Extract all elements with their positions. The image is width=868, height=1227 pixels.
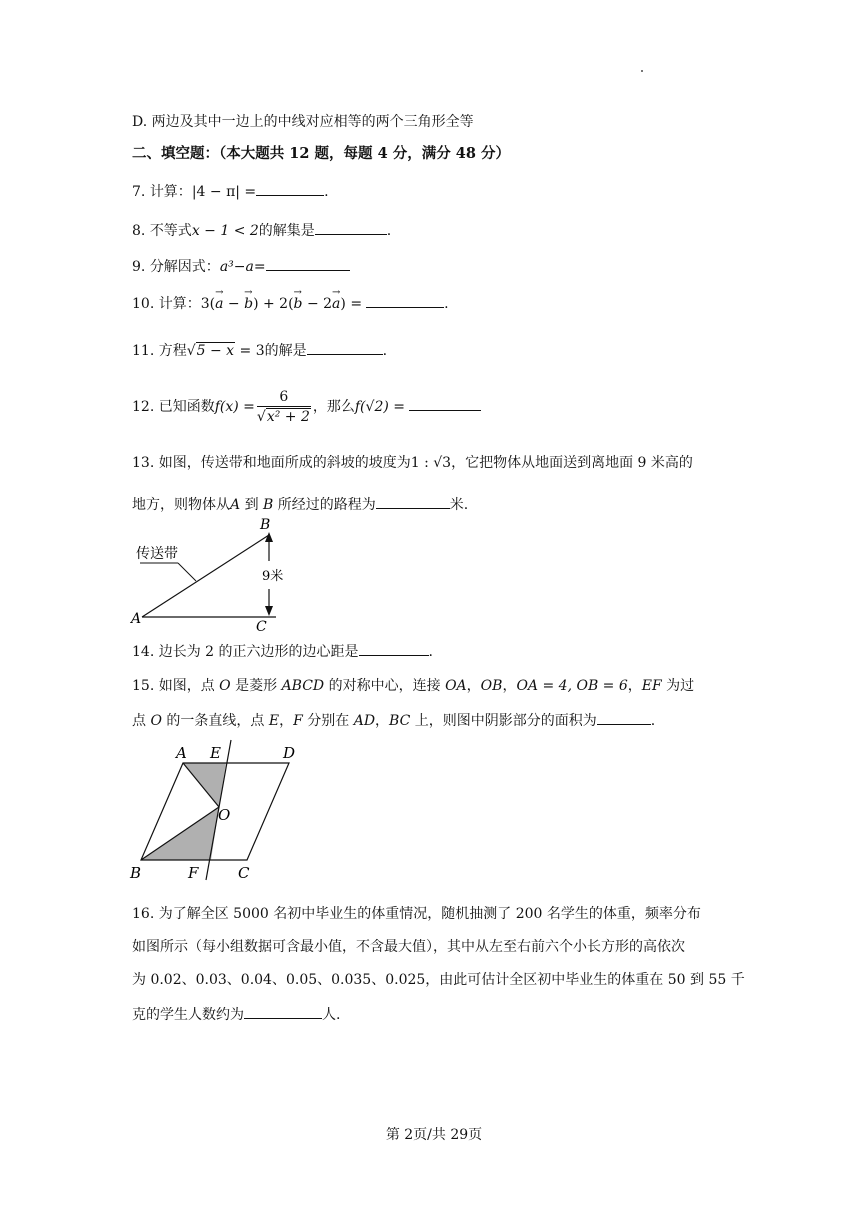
math-expression: |4 − π| = [191,184,257,200]
separator: ， [627,678,642,694]
question-text: 16. 为了解全区 5000 名初中毕业生的体重情况，随机抽测了 200 名学生的体重，频率分布 [132,906,701,922]
math-expression: ) + 2( [253,296,294,312]
question-15-line-1 [132,676,694,696]
answer-blank[interactable] [366,292,444,308]
period: . [386,223,392,239]
segment-label: BC [389,713,411,729]
question-text: 分别在 [302,713,354,729]
question-14 [132,640,433,662]
label-a: A [176,744,187,762]
segment-label: OB [480,678,503,694]
question-text: 已知函数 [158,399,215,415]
period: . [444,296,449,312]
label-c: C [256,619,267,635]
option-d-text: D. 两边及其中一边上的中线对应相等的两个三角形全等 [132,114,474,130]
question-text: 到 [240,497,264,513]
question-text: 计算： [158,296,201,312]
label-height: 9米 [262,569,284,584]
shaded-region-upper [183,763,226,807]
label-a: A [131,611,142,627]
question-text: 上，则图中阴影部分的面积为 [410,713,597,729]
question-13-line-1 [132,453,693,473]
question-11 [132,339,387,361]
question-number: 10. [132,296,159,312]
answer-blank[interactable] [266,255,350,271]
question-text: 分解因式： [149,259,220,275]
question-text: 计算： [149,184,192,200]
question-text: 如图，传送带和地面所成的斜坡的坡度为 [158,455,411,471]
page-number: 第 2页/共 29页 [385,1127,483,1143]
point-label: O [219,678,231,694]
question-15-line-2 [132,709,655,731]
separator: ， [279,713,294,729]
answer-blank[interactable] [256,180,324,196]
question-7 [132,180,329,202]
fraction-denominator: √x² + 2 [256,408,310,425]
math-expression: = 3 [235,343,265,359]
question-text: 的对称中心，连接 [324,678,446,694]
conveyor-figure [128,515,288,635]
question-16-line-1 [132,904,701,924]
question-16-line-4 [132,1003,340,1025]
point-label: B [263,497,274,513]
question-text: 人. [322,1007,341,1023]
question-13-line-2 [132,493,468,515]
segment-label: AD [353,713,376,729]
math-operator: − [223,296,245,312]
question-text: 克的学生人数约为 [132,1007,244,1023]
fraction-numerator: 6 [257,388,311,407]
question-12 [132,385,481,429]
separator: ， [502,678,517,694]
separator: ， [466,678,481,694]
radicand: x² + 2 [266,408,310,425]
function-lhs: f(x) = [214,399,255,415]
answer-blank[interactable] [376,493,450,509]
segment-label: OA [445,678,467,694]
question-text: 边长为 2 的正六边形的边心距是 [158,644,359,660]
vector-a: → a [332,294,340,314]
question-16-line-2 [132,937,685,957]
arrow-head-down [265,606,273,616]
question-text: 如图所示（每小组数据可含最小值，不含最大值），其中从左至右前六个小长方形的高依次 [132,939,685,955]
scan-speck [641,70,643,72]
question-text: 所经过的路程为 [273,497,376,513]
label-belt: 传送带 [136,546,178,562]
question-number: 11. [132,343,159,359]
math-expression: x − 1 < 2 [191,223,259,239]
label-d: D [283,744,296,762]
vector-b: → b [244,294,253,314]
question-number: 13. [132,455,159,471]
rhombus-figure [126,738,306,884]
slope-ratio: 1 : √3 [410,455,452,471]
answer-blank[interactable] [307,339,383,355]
separator: ， [375,713,390,729]
answer-blank[interactable] [244,1003,322,1019]
answer-blank[interactable] [359,640,429,656]
question-text: 为 0.02、0.03、0.04、0.05、0.035、0.025，由此可估计全区初中毕业生的体重在 50 到 55 千 [132,972,745,988]
question-text: ，它把物体从地面送到离地面 9 米高的 [451,455,693,471]
point-label: F [293,713,303,729]
period: . [650,713,656,729]
question-10 [132,292,449,314]
label-b: B [260,517,271,533]
question-text: 为过 [661,678,695,694]
period: . [324,184,329,200]
period: . [382,343,388,359]
period: . [428,644,433,660]
question-8 [132,219,391,241]
math-expression: ) = [340,296,363,312]
answer-blank[interactable] [597,709,651,725]
question-text: 方程 [158,343,187,359]
fraction [257,388,311,427]
question-number: 8. [132,223,150,239]
belt-leader [178,563,196,581]
label-e: E [210,744,221,762]
question-text: 的解是 [264,343,307,359]
answer-blank[interactable] [409,395,481,411]
vector-a: → a [215,294,223,314]
question-text: 不等式 [149,223,192,239]
label-b: B [130,864,142,882]
point-label: O [150,713,162,729]
answer-blank[interactable] [315,219,387,235]
radicand: 5 − x [196,343,235,359]
label-f: F [188,864,199,882]
question-9 [132,255,350,277]
question-text: ，那么 [312,399,355,415]
option-d-line [132,112,474,132]
vector-b: → b [294,294,303,314]
function-rhs: f(√2) = [354,399,405,415]
question-text: 点 [132,713,151,729]
radical-sign: √ [186,343,196,359]
math-operator: − 2 [302,296,333,312]
question-text: 15. 如图，点 [132,678,220,694]
shape-label: ABCD [281,678,325,694]
page-footer [0,1124,868,1144]
math-expression: 3( [200,296,216,312]
question-number: 7. [132,184,150,200]
section-heading [132,144,510,164]
segment-label: EF [641,678,662,694]
question-number: 9. [132,259,150,275]
math-expression: a³−a= [219,259,266,275]
question-16-line-3 [132,970,745,990]
point-label: E [268,713,280,729]
given-values: OA = 4, OB = 6 [516,678,628,694]
question-text: 是菱形 [230,678,282,694]
question-number: 12. [132,399,159,415]
point-label: A [230,497,241,513]
label-c: C [238,864,250,882]
section-heading-text: 二、填空题：（本大题共 12 题，每题 4 分，满分 48 分） [132,145,510,162]
question-text: 的一条直线，点 [161,713,269,729]
question-text: 的解集是 [258,223,315,239]
label-o: O [218,806,231,824]
question-number: 14. [132,644,159,660]
question-text: 米. [449,497,469,513]
question-text: 地方，则物体从 [132,497,230,513]
